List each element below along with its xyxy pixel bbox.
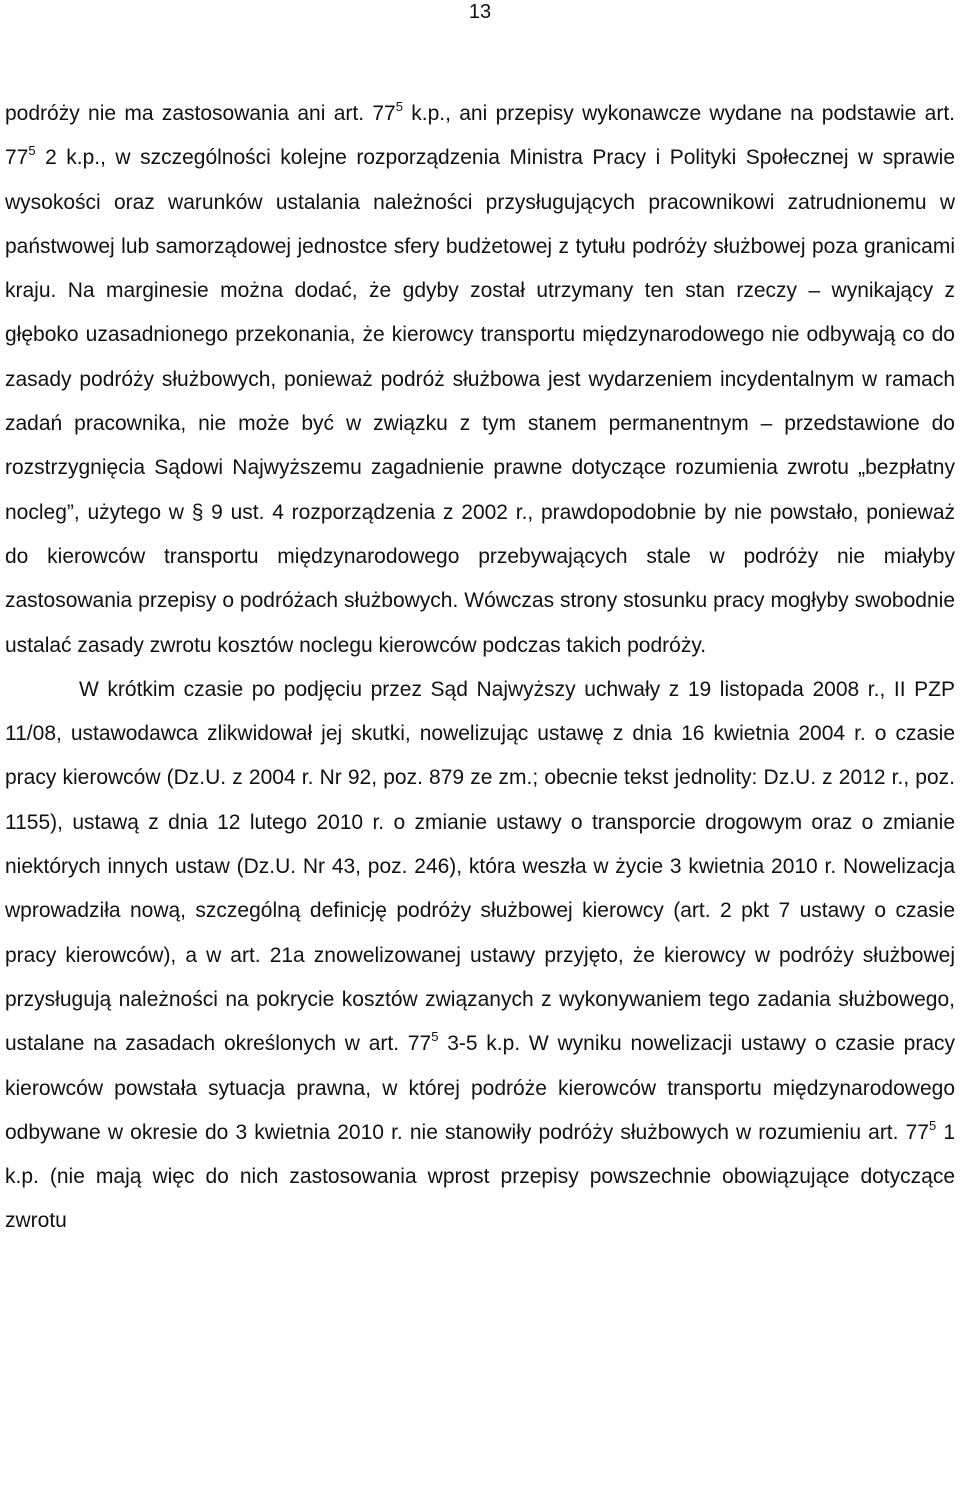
superscript: 5 xyxy=(28,143,36,159)
page-number: 13 xyxy=(468,1,492,23)
superscript: 5 xyxy=(431,1029,439,1045)
text-run: podróży nie ma zastosowania ani art. 77 xyxy=(5,102,396,125)
text-run: W krótkim czasie po podjęciu przez Sąd Najwyższy uchwały z 19 listopada 2008 r., II PZP 11/08, ustawodawca zlikwidował jej skutki, nowelizując ustawę z dnia 16 kwietnia 2004 r. o czasie pracy kierowców (Dz.U. z 2004 r. Nr 92, poz. 879 ze zm.; obecnie tekst jednolity: Dz.U. z 2012 r., poz. 1155), ustawą z dnia 12 lutego 2010 r. o zmianie ustawy o transporcie drogowym oraz o zmianie niektórych innych ustaw (Dz.U. Nr 43, poz. 246), która weszła w życie 3 kwietnia 2010 r. Nowelizacja wprowadziła nową, szczególną definicję podróży służbowej kierowcy (art. 2 pkt 7 ustawy o czasie pracy kierowców), a w art. 21a znowelizowanej ustawy przyjęto, że kierowcy w podróży służbowej przysługują należności na pokrycie kosztów związanych z wykonywaniem tego zadania służbowego, ustalane na zasadach określonych w art. 77 xyxy=(5,677,955,1056)
superscript: 5 xyxy=(395,99,403,114)
document-body xyxy=(5,92,955,1244)
paragraph-1 xyxy=(5,92,955,668)
superscript: 5 xyxy=(928,1117,937,1133)
paragraph-2 xyxy=(5,668,955,1244)
text-run: 2 k.p., w szczególności kolejne rozporządzenia Ministra Pracy i Polityki Społecznej w sprawie wysokości oraz warunków ustalania należności przysługujących pracownikowi zatrudnionemu w państwowej lub samorządowej jednostce sfery budżetowej z tytułu podróży służbowej poza granicami kraju. Na marginesie można dodać, że gdyby został utrzymany ten stan rzeczy – wynikający z głęboko uzasadnionego przekonania, że kierowcy transportu międzynarodowego nie odbywają co do zasady podróży służbowych, ponieważ podróż służbowa jest wydarzeniem incydentalnym w ramach zadań pracownika, nie może być w związku z tym stanem permanentnym – przedstawione do rozstrzygnięcia Sądowi Najwyższemu zagadnienie prawne dotyczące rozumienia zwrotu „bezpłatny nocleg”, użytego w § 9 ust. 4 rozporządzenia z 2002 r., prawdopodobnie by nie powstało, ponieważ do kierowców transportu międzynarodowego przebywających stale w podróży nie miałyby zastosowania przepisy o podróżach służbowych. Wówczas strony stosunku pracy mogłyby swobodnie ustalać zasady zwrotu kosztów noclegu kierowców podczas takich podróży. xyxy=(5,146,955,657)
text-run: 1 k.p. (nie mają więc do nich zastosowania wprost przepisy powszechnie obowiązujące dotyczące zwrotu xyxy=(5,1120,956,1233)
text-run: 3-5 k.p. W wyniku nowelizacji ustawy o czasie pracy kierowców powstała sytuacja prawna, w której podróże kierowców transportu międzynarodowego odbywane w okresie do 3 kwietnia 2010 r. nie stanowiły podróży służbowych w rozumieniu art. 77 xyxy=(5,1032,955,1144)
text-run: k.p., ani przepisy wykonawcze wydane na podstawie art. 77 xyxy=(5,102,955,170)
